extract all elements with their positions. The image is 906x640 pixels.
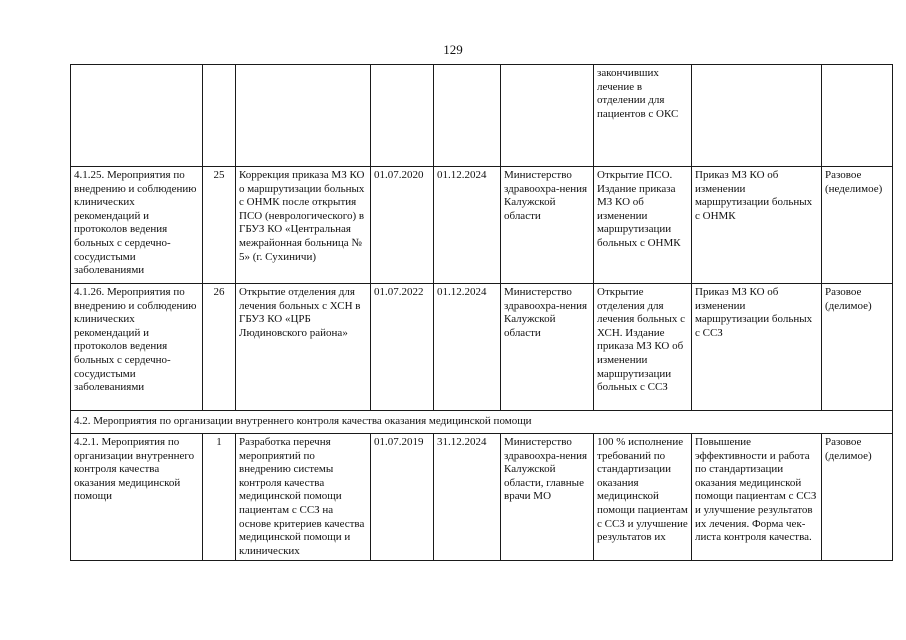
cell-description: Разработка перечня мероприятий по внедрению системы контроля качества медицинской помощи пациентам с ССЗ на основе критериев качества медицинской помощи и клинических — [236, 434, 371, 561]
cell-type — [822, 65, 893, 167]
cell-activity — [71, 65, 203, 167]
cell-start-date: 01.07.2020 — [371, 167, 434, 284]
cell-document: Приказ МЗ КО об изменении маршрутизации больных с ОНМК — [692, 167, 822, 284]
cell-result: Открытие отделения для лечения больных с ХСН. Издание приказа МЗ КО об изменении маршрутизации больных с ССЗ — [594, 284, 692, 411]
section-title: 4.2. Мероприятия по организации внутреннего контроля качества оказания медицинской помощи — [71, 411, 893, 434]
cell-type: Разовое (делимое) — [822, 284, 893, 411]
cell-start-date: 01.07.2022 — [371, 284, 434, 411]
cell-document: Приказ МЗ КО об изменении маршрутизации больных с ССЗ — [692, 284, 822, 411]
table-row — [71, 167, 893, 284]
cell-result: закончивших лечение в отделении для пациентов с ОКС — [594, 65, 692, 167]
cell-start-date: 01.07.2019 — [371, 434, 434, 561]
cell-result: Открытие ПСО. Издание приказа МЗ КО об изменении маршрутизации больных с ОНМК — [594, 167, 692, 284]
cell-document: Повышение эффективности и работа по стандартизации оказания медицинской помощи пациентам с ССЗ и улучшение результатов их лечения. Форма чек-листа контроля качества. — [692, 434, 822, 561]
cell-number: 1 — [203, 434, 236, 561]
cell-responsible: Министерство здравоохра-нения Калужской области — [501, 167, 594, 284]
cell-number: 25 — [203, 167, 236, 284]
cell-end-date: 01.12.2024 — [434, 167, 501, 284]
page-number: 129 — [443, 42, 463, 57]
cell-activity: 4.1.25. Мероприятия по внедрению и соблюдению клинических рекомендаций и протоколов ведения больных с сердечно-сосудистыми заболеваниями — [71, 167, 203, 284]
activities-table — [70, 64, 893, 561]
section-header-row — [71, 411, 893, 434]
cell-description: Открытие отделения для лечения больных с ХСН в ГБУЗ КО «ЦРБ Людиновского района» — [236, 284, 371, 411]
cell-end-date — [434, 65, 501, 167]
table-row — [71, 434, 893, 561]
cell-activity: 4.1.26. Мероприятия по внедрению и соблюдению клинических рекомендаций и протоколов ведения больных с сердечно-сосудистыми заболеваниями — [71, 284, 203, 411]
cell-number — [203, 65, 236, 167]
cell-number: 26 — [203, 284, 236, 411]
table-row — [71, 284, 893, 411]
table-row-continuation — [71, 65, 893, 167]
cell-type: Разовое (делимое) — [822, 434, 893, 561]
cell-responsible — [501, 65, 594, 167]
cell-activity: 4.2.1. Мероприятия по организации внутреннего контроля качества оказания медицинской помощи — [71, 434, 203, 561]
cell-result: 100 % исполнение требований по стандартизации оказания медицинской помощи пациентам с ССЗ и улучшение результатов их — [594, 434, 692, 561]
cell-responsible: Министерство здравоохра-нения Калужской области, главные врачи МО — [501, 434, 594, 561]
cell-start-date — [371, 65, 434, 167]
cell-description: Коррекция приказа МЗ КО о маршрутизации больных с ОНМК после открытия ПСО (неврологического) в ГБУЗ КО «Центральная межрайонная больница № 5» (г. Сухиничи) — [236, 167, 371, 284]
cell-document — [692, 65, 822, 167]
cell-type: Разовое (неделимое) — [822, 167, 893, 284]
cell-responsible: Министерство здравоохра-нения Калужской области — [501, 284, 594, 411]
cell-end-date: 01.12.2024 — [434, 284, 501, 411]
cell-end-date: 31.12.2024 — [434, 434, 501, 561]
cell-description — [236, 65, 371, 167]
